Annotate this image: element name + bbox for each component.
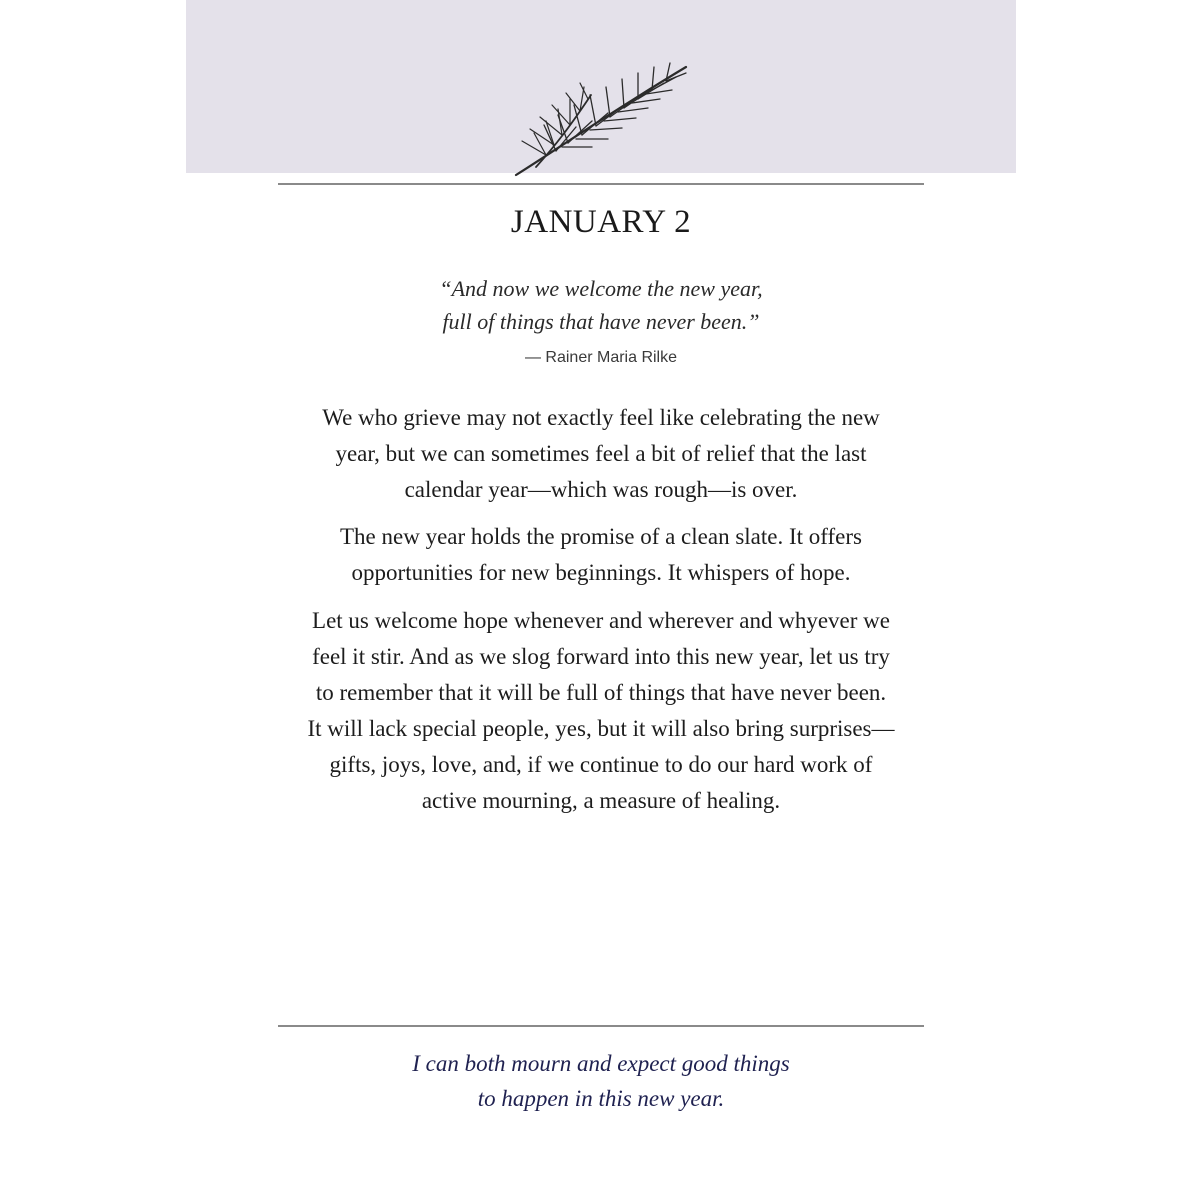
paragraph-line: year, but we can sometimes feel a bit of relief that the last [335,441,867,466]
quote-attribution: — Rainer Maria Rilke [524,349,678,366]
paragraph-3 [266,603,936,819]
header-band [186,0,1016,173]
paragraph-line: The new year holds the promise of a clean slate. It offers [340,524,862,549]
paragraph-line: Let us welcome hope whenever and wherever and whyever we [312,608,890,633]
paragraph-2 [266,519,936,591]
affirmation [186,1046,1016,1116]
epigraph-quote [186,272,1016,338]
paragraph-line: We who grieve may not exactly feel like celebrating the new [322,405,880,430]
paragraph-line: active mourning, a measure of healing. [421,788,781,813]
affirmation-line: I can both mourn and expect good things [412,1051,790,1076]
quote-line: “And now we welcome the new year, [439,276,763,301]
paragraph-line: calendar year—which was rough—is over. [404,477,798,502]
paragraph-1 [266,400,936,508]
pine-branch-icon [496,55,696,180]
paragraph-line: gifts, joys, love, and, if we continue to do our hard work of [329,752,873,777]
quote-line: full of things that have never been.” [442,309,760,334]
top-divider [278,183,924,185]
book-page [186,0,1016,1200]
page-title: JANUARY 2 [510,204,692,240]
paragraph-line: opportunities for new beginnings. It whispers of hope. [351,560,851,585]
affirmation-line: to happen in this new year. [477,1086,725,1111]
paragraph-line: It will lack special people, yes, but it will also bring surprises— [307,716,895,741]
paragraph-line: feel it stir. And as we slog forward into this new year, let us try [312,644,890,669]
bottom-divider [278,1025,924,1027]
paragraph-line: to remember that it will be full of things that have never been. [315,680,887,705]
